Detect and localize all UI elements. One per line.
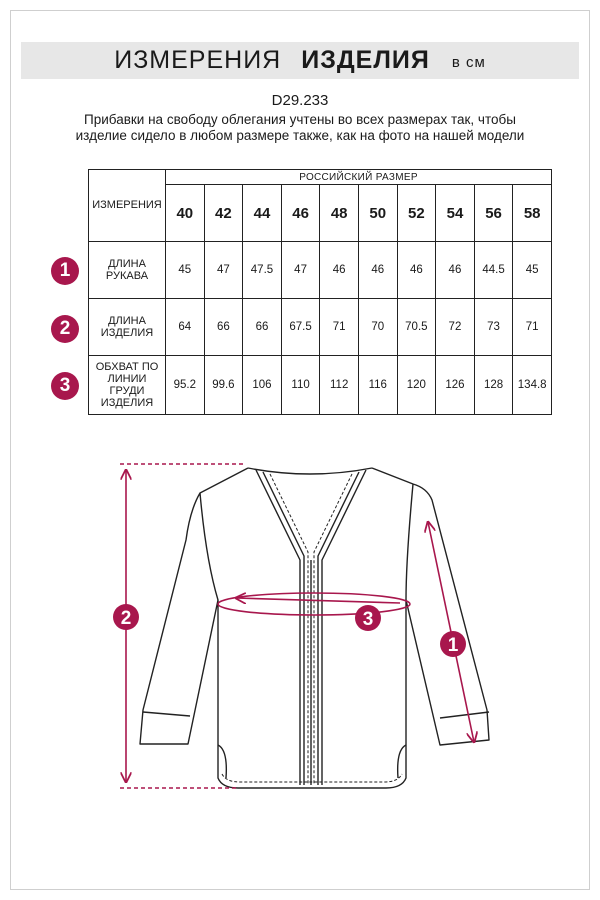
table-cell: 47	[281, 242, 320, 299]
table-cell: 73	[474, 299, 513, 356]
table-cell: 46	[320, 242, 359, 299]
table-cell: 70	[358, 299, 397, 356]
table-cell: 46	[436, 242, 475, 299]
length-measure	[120, 464, 246, 788]
table-cell: 47	[204, 242, 243, 299]
row-badge-1: 1	[51, 257, 79, 285]
table-cell: 99.6	[204, 356, 243, 415]
size-cell: 52	[397, 185, 436, 242]
table-cell: 67.5	[281, 299, 320, 356]
row-label-sleeve: ДЛИНА РУКАВА	[89, 242, 166, 299]
size-cell: 40	[166, 185, 205, 242]
size-cell: 58	[513, 185, 552, 242]
table-cell: 116	[358, 356, 397, 415]
size-cell: 46	[281, 185, 320, 242]
row-label-length: ДЛИНА ИЗДЕЛИЯ	[89, 299, 166, 356]
shirt-outline	[140, 468, 489, 788]
row-label-chest: ОБХВАТ ПО ЛИНИИ ГРУДИ ИЗДЕЛИЯ	[89, 356, 166, 415]
size-cell: 44	[243, 185, 282, 242]
table-cell: 112	[320, 356, 359, 415]
table-cell: 66	[243, 299, 282, 356]
table-cell: 70.5	[397, 299, 436, 356]
size-cell: 42	[204, 185, 243, 242]
article-number: D29.233	[271, 92, 329, 109]
title-unit: в см	[451, 54, 486, 71]
table-cell: 45	[166, 242, 205, 299]
size-header: РОССИЙСКИЙ РАЗМЕР	[166, 170, 552, 185]
table-cell: 120	[397, 356, 436, 415]
fit-note: Прибавки на свободу облегания учтены во всех размерах так, чтобы изделие сидело в любом размере также, как на фото на нашей модели	[75, 112, 525, 143]
title-measurements: ИЗМЕРЕНИЯ	[114, 46, 282, 74]
table-cell: 134.8	[513, 356, 552, 415]
table-cell: 72	[436, 299, 475, 356]
table-cell: 45	[513, 242, 552, 299]
size-cell: 56	[474, 185, 513, 242]
size-cell: 54	[436, 185, 475, 242]
size-cell: 50	[358, 185, 397, 242]
table-cell: 95.2	[166, 356, 205, 415]
table-cell: 71	[320, 299, 359, 356]
chest-marker-label: 3	[362, 609, 374, 630]
table-cell: 46	[397, 242, 436, 299]
length-marker-label: 2	[120, 608, 132, 629]
measure-header: ИЗМЕРЕНИЯ	[89, 170, 166, 242]
table-cell: 46	[358, 242, 397, 299]
table-cell: 126	[436, 356, 475, 415]
table-cell: 128	[474, 356, 513, 415]
table-cell: 47.5	[243, 242, 282, 299]
table-cell: 66	[204, 299, 243, 356]
table-cell: 64	[166, 299, 205, 356]
row-badge-2: 2	[51, 315, 79, 343]
table-cell: 110	[281, 356, 320, 415]
table-cell: 106	[243, 356, 282, 415]
title-product: ИЗДЕЛИЯ	[301, 46, 430, 74]
table-cell: 71	[513, 299, 552, 356]
size-cell: 48	[320, 185, 359, 242]
row-badge-3: 3	[51, 372, 79, 400]
sleeve-marker-label: 1	[447, 635, 459, 656]
table-cell: 44.5	[474, 242, 513, 299]
